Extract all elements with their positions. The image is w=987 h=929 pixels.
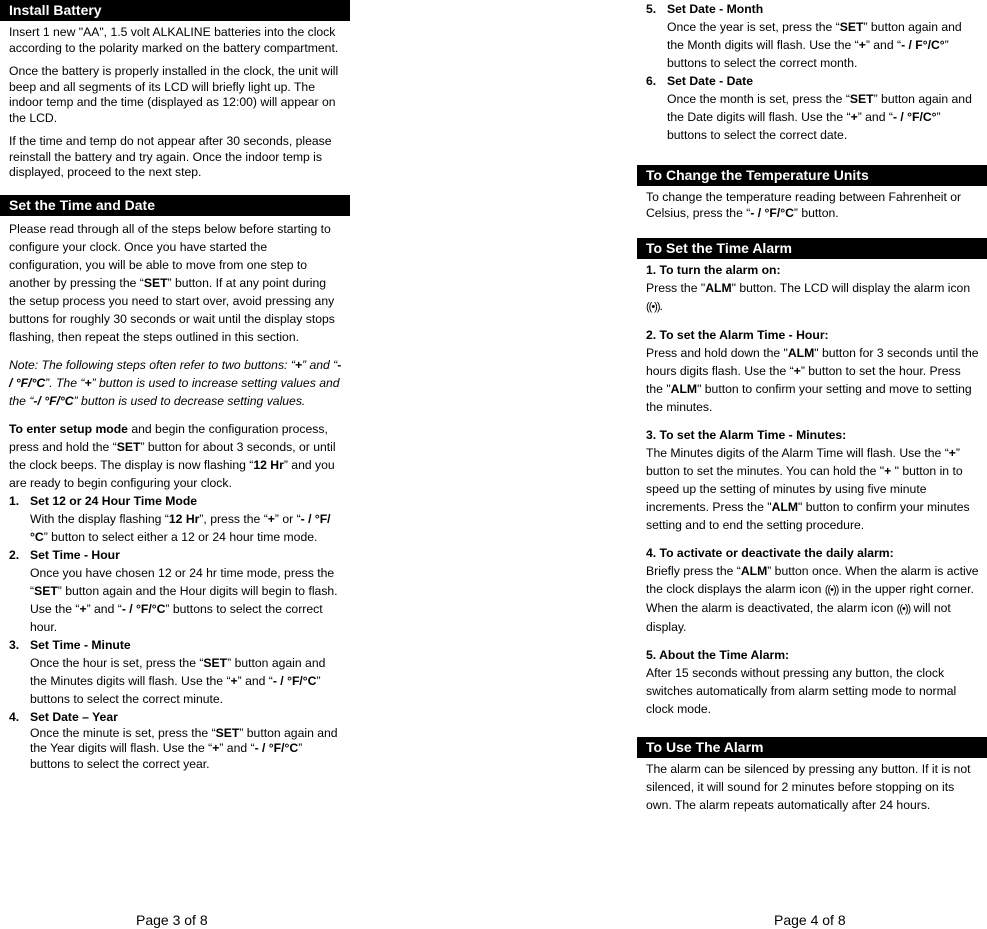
step-title: Set Time - Hour [30,547,120,562]
step-body: Once the minute is set, press the “SET” button again and the Year digits will flash. Use the “+” and “- / °F/°C” buttons to select the correct year. [30,725,338,771]
install-battery-header: Install Battery [0,0,350,21]
enter-setup-mode: To enter setup mode and begin the configuration process, press and hold the “SET” button for about 3 seconds, or until the clock beeps. The display is now flashing “12 Hr” and you are ready to begin configuring your clock. [9,421,336,490]
step-4: 4. Set Date – Year Once the minute is set, press the “SET” button again and the Year digits will flash. Use the “+” and “- / °F/°C” buttons to select the correct year. [0,708,350,773]
step-title: Set 12 or 24 Hour Time Mode [30,493,198,508]
alarm-item-2: 2. To set the Alarm Time - Hour: Press and hold down the "ALM" button for 3 seconds until the hours digits flash. Use the “+” button to set the hour. Press the "ALM" button to confirm your setting and move to setting the minutes. [646,328,979,414]
use-alarm-body: The alarm can be silenced by pressing any button. If it is not silenced, it will sound for 2 minutes before stopping on its own. The alarm repeats automatically after 24 hours. [646,762,971,812]
alarm-icon: ((•)) [646,301,660,313]
step-body: Once the month is set, press the “SET” button again and the Date digits will flash. Use the “+” and “- / °F/C°” buttons to select the correct date. [667,92,972,142]
page-number-4: Page 4 of 8 [774,912,846,928]
temperature-units-header: To Change the Temperature Units [637,165,987,186]
page-4-column [637,0,987,814]
step-body: Once you have chosen 12 or 24 hr time mode, press the “SET” button again and the Hour digits will begin to flash. Use the “+” and “- / °F/°C” buttons to select the correct hour. [30,565,338,634]
step-1: 1. Set 12 or 24 Hour Time Mode With the display flashing “12 Hr”, press the “+” or “- / °F/°C” button to select either a 12 or 24 hour time mode. [0,492,350,546]
install-paragraph-3: If the time and temp do not appear after 30 seconds, please reinstall the battery and try again. Once the indoor temp is displayed, proceed to the next step. [9,134,332,179]
page-3-column [0,0,350,772]
step-title: Set Date - Date [667,74,754,88]
step-2: 2. Set Time - Hour Once you have chosen 12 or 24 hr time mode, press the “SET” button again and the Hour digits will begin to flash. Use the “+” and “- / °F/°C” buttons to select the correct hour. [0,546,350,636]
set-time-date-header: Set the Time and Date [0,195,350,216]
temperature-units-body: To change the temperature reading between Fahrenheit or Celsius, press the “- / °F/°C” button. [646,190,962,220]
page-number-3: Page 3 of 8 [136,912,208,928]
step-body: Once the year is set, press the “SET” button again and the Month digits will flash. Use the “+” and “- / F°/C°” buttons to select the correct month. [667,20,962,70]
step-body: Once the hour is set, press the “SET” button again and the Minutes digits will flash. Use the “+” and “- / °F/°C” buttons to select the correct minute. [30,655,326,706]
time-alarm-header: To Set the Time Alarm [637,238,987,259]
step-6: 6. Set Date - Date Once the month is set, press the “SET” button again and the Date digits will flash. Use the “+” and “- / °F/C°” buttons to select the correct date. [637,72,987,144]
step-title: Set Date – Year [30,709,118,724]
step-body: With the display flashing “12 Hr”, press the “+” or “- / °F/°C” button to select either a 12 or 24 hour time mode. [30,511,331,544]
step-title: Set Date - Month [667,2,764,16]
install-paragraph-1: Insert 1 new "AA", 1.5 volt ALKALINE batteries into the clock according to the polarity marked on the battery compartment. [9,25,339,55]
alarm-item-5: 5. About the Time Alarm: After 15 seconds without pressing any button, the clock switches automatically from alarm setting mode to normal clock mode. [646,648,957,716]
step-3: 3. Set Time - Minute Once the hour is set, press the “SET” button again and the Minutes digits will flash. Use the “+” and “- / °F/°C” buttons to select the correct minute. [0,636,350,708]
alarm-item-1: 1. To turn the alarm on: Press the "ALM" button. The LCD will display the alarm icon ((•)). [646,263,971,313]
use-alarm-header: To Use The Alarm [637,737,987,758]
step-title: Set Time - Minute [30,637,131,652]
set-time-intro: Please read through all of the steps below before starting to configure your clock. Once you have started the configuration, you will be able to move from one step to another by pressing the “SET” button. If at any point during the setup process you need to start over, avoid pressing any buttons for roughly 30 seconds or wait until the display stops flashing, then repeat the steps outlined in this section. [9,221,335,344]
buttons-note: Note: The following steps often refer to two buttons: “+” and “- / °F/°C”. The “+” button is used to increase setting values and the “-/ °F/°C” button is used to decrease setting values. [9,357,342,408]
alarm-item-4: 4. To activate or deactivate the daily alarm: Briefly press the “ALM” button once. When the alarm is active the clock displays the alarm icon ((•)) in the upper right corner. When the alarm is deactivated, the alarm icon ((•)) will not display. [646,546,979,634]
install-paragraph-2: Once the battery is properly installed in the clock, the unit will beep and all segments of its LCD will briefly light up. The indoor temp and the time (displayed as 12:00) will appear on the LCD. [9,64,339,125]
alarm-icon: ((•)) [896,603,911,615]
alarm-item-3: 3. To set the Alarm Time - Minutes: The Minutes digits of the Alarm Time will flash. Use the “+” button to set the minutes. You can hold the "+ " button in to speed up the setting of minutes by using five minute increments. Press the "ALM" button to confirm your minutes setting and to end the setting procedure. [646,428,970,532]
step-5: 5. Set Date - Month Once the year is set, press the “SET” button again and the Month digits will flash. Use the “+” and “- / F°/C°” buttons to select the correct month. [637,0,987,72]
alarm-icon: ((•)) [824,584,839,596]
